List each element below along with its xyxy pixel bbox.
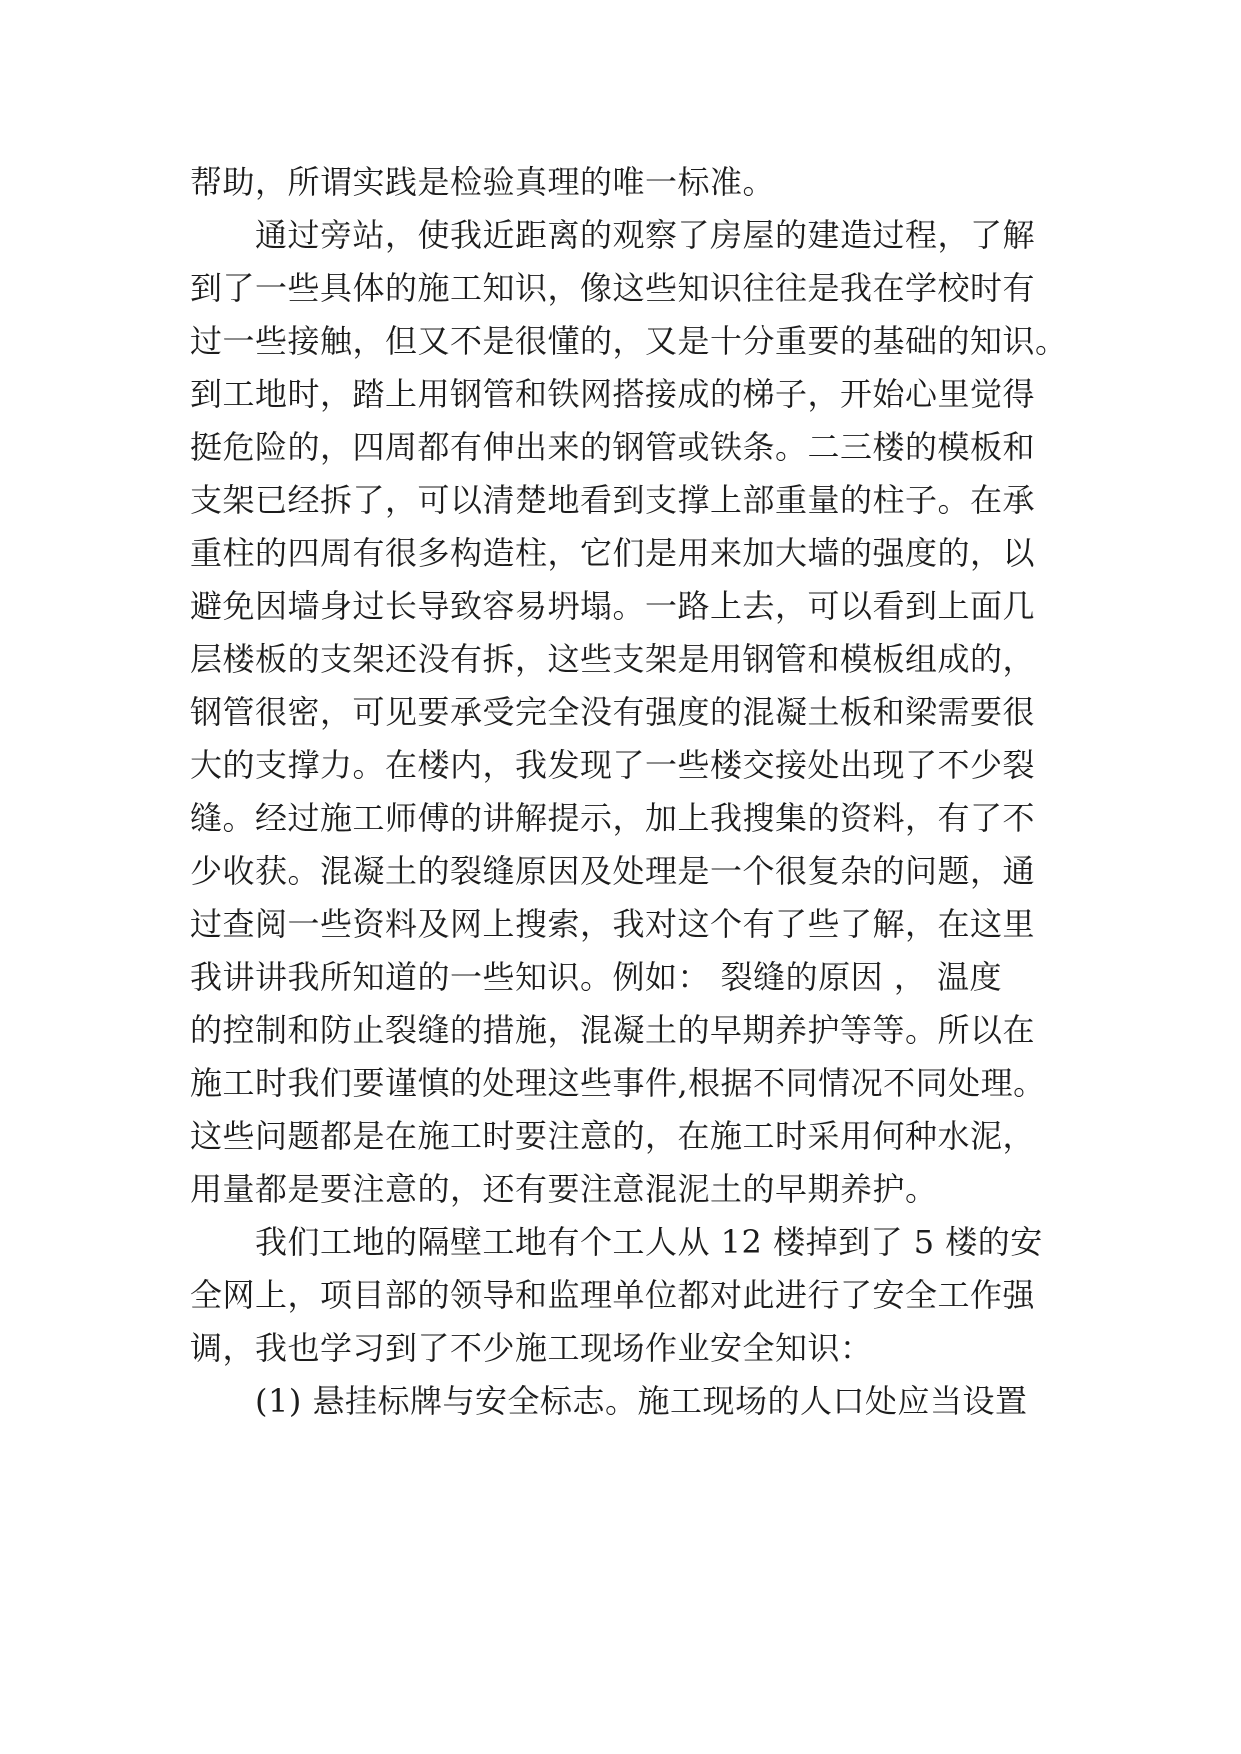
text-line: 全网上，项目部的领导和监理单位都对此进行了安全工作强 xyxy=(190,1276,1036,1314)
text-line: 到工地时，踏上用钢管和铁网搭接成的梯子，开始心里觉得 xyxy=(190,375,1036,413)
text-line: 支架已经拆了，可以清楚地看到支撑上部重量的柱子。在承 xyxy=(190,481,1036,519)
text-line: 过一些接触，但又不是很懂的，又是十分重要的基础的知识。 xyxy=(190,322,1068,360)
text-line: 这些问题都是在施工时要注意的，在施工时采用何种水泥， xyxy=(190,1117,1036,1155)
text-line: 调，我也学习到了不少施工现场作业安全知识： xyxy=(190,1329,873,1367)
text-line: 的控制和防止裂缝的措施，混凝土的早期养护等等。所以在 xyxy=(190,1011,1036,1049)
text-line: 过查阅一些资料及网上搜索，我对这个有了些了解，在这里 xyxy=(190,905,1036,943)
text-line: 我讲讲我所知道的一些知识。例如： 裂缝的原因 ， 温度 xyxy=(190,958,1003,996)
document-body xyxy=(190,156,1070,1428)
text-line: 少收获。混凝土的裂缝原因及处理是一个很复杂的问题，通 xyxy=(190,852,1036,890)
text-line: 用量都是要注意的，还有要注意混泥土的早期养护。 xyxy=(190,1170,938,1208)
text-line: 层楼板的支架还没有拆，这些支架是用钢管和模板组成的， xyxy=(190,640,1036,678)
text-line: 帮助，所谓实践是检验真理的唯一标准。 xyxy=(190,163,776,201)
text-line: 到了一些具体的施工知识，像这些知识往往是我在学校时有 xyxy=(190,269,1036,307)
text-line: 钢管很密，可见要承受完全没有强度的混凝土板和梁需要很 xyxy=(190,693,1036,731)
list-item-line: (1) 悬挂标牌与安全标志。施工现场的人口处应当设置 xyxy=(190,1382,1028,1420)
text-line: 缝。经过施工师傅的讲解提示，加上我搜集的资料，有了不 xyxy=(190,799,1036,837)
text-line: 挺危险的，四周都有伸出来的钢管或铁条。二三楼的模板和 xyxy=(190,428,1036,466)
paragraph-start-line: 通过旁站，使我近距离的观察了房屋的建造过程，了解 xyxy=(190,216,1036,254)
text-line: 施工时我们要谨慎的处理这些事件,根据不同情况不同处理。 xyxy=(190,1064,1046,1102)
text-line: 大的支撑力。在楼内，我发现了一些楼交接处出现了不少裂 xyxy=(190,746,1036,784)
text-line: 避免因墙身过长导致容易坍塌。一路上去，可以看到上面几 xyxy=(190,587,1036,625)
paragraph-start-line: 我们工地的隔壁工地有个工人从 12 楼掉到了 5 楼的安 xyxy=(190,1223,1043,1261)
text-line: 重柱的四周有很多构造柱，它们是用来加大墙的强度的，以 xyxy=(190,534,1036,572)
